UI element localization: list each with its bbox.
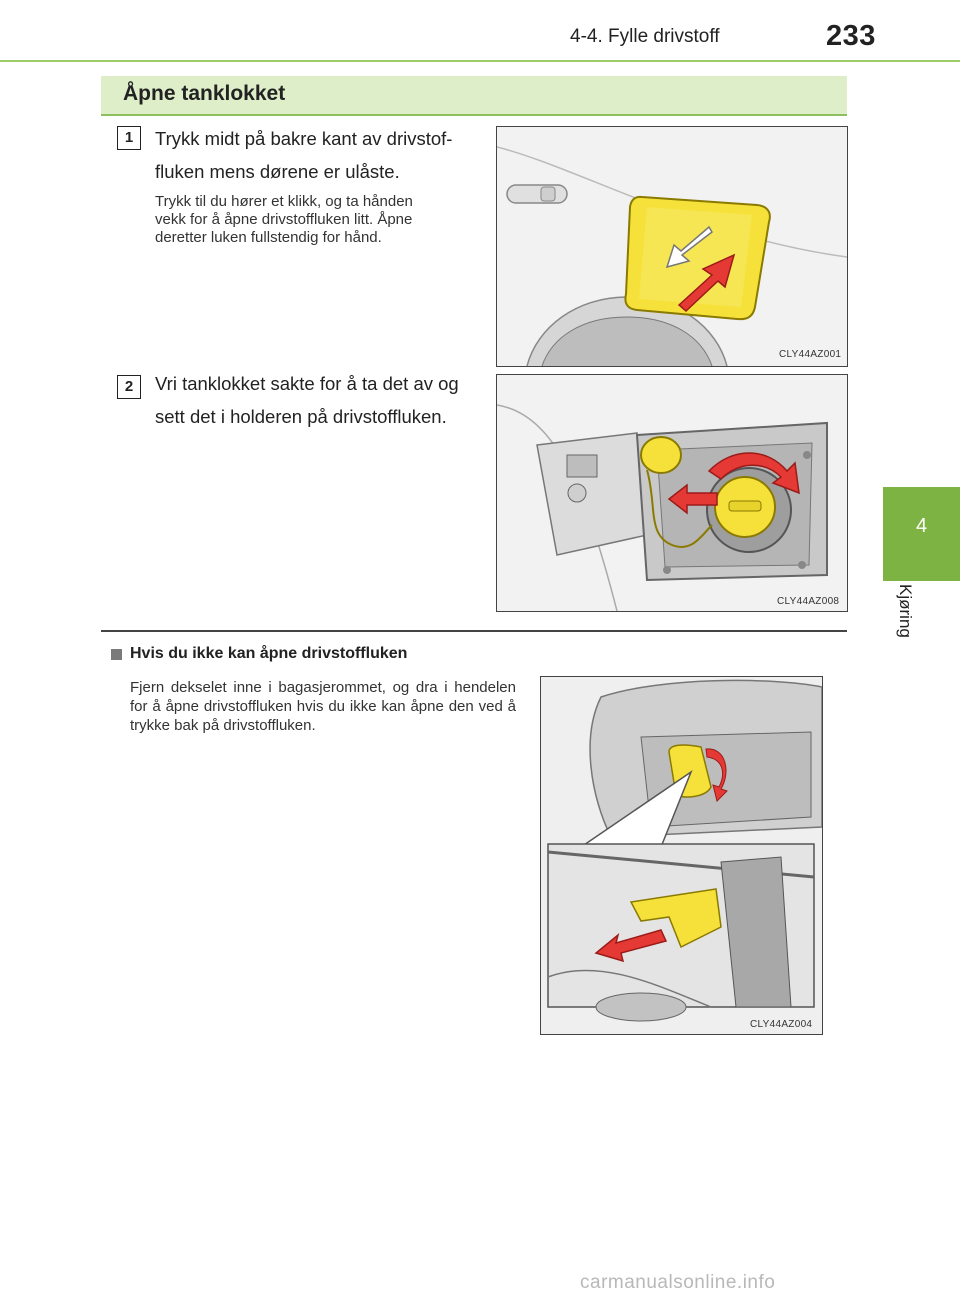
section-title: Åpne tanklokket xyxy=(123,82,286,105)
step-2-text xyxy=(155,369,459,432)
step-2-line-1: Vri tanklokket sakte for å ta det av og xyxy=(155,373,459,394)
footer-watermark[interactable]: carmanualsonline.info xyxy=(580,1272,776,1293)
step-1-line-2: fluken mens dørene er ulåste. xyxy=(155,161,400,182)
figure-fuel-door-press xyxy=(496,126,848,367)
chapter-label: Kjøring xyxy=(896,584,915,638)
running-header-section: 4-4. Fylle drivstoff xyxy=(570,26,720,47)
fuel-cap-holder-illustration xyxy=(497,375,847,611)
figure-1-code: CLY44AZ001 xyxy=(779,349,842,360)
step-1-sub-line-3: deretter luken fullstendig for hånd. xyxy=(155,229,382,246)
step-1-sub-line-2: vekk for å åpne drivstoffluken litt. Åpne xyxy=(155,211,413,228)
bullet-square-icon xyxy=(111,649,122,660)
step-number-1: 1 xyxy=(117,126,141,150)
step-1-text xyxy=(155,124,452,187)
header-rule xyxy=(0,60,960,62)
step-1-sub-line-1: Trykk til du hører et klikk, og ta hånden xyxy=(155,193,413,210)
step-2-line-2: sett det i holderen på drivstoffluken. xyxy=(155,406,447,427)
step-number-2: 2 xyxy=(117,375,141,399)
figure-3-code: CLY44AZ004 xyxy=(750,1019,813,1030)
chapter-number: 4 xyxy=(915,515,928,537)
note-body: Fjern dekselet inne i bagasjerommet, og dra i hendelen for å åpne drivstoffluken hvis du ikke kan åpne den ved å trykke bak på drivstoffluken. xyxy=(130,679,516,734)
figure-2-code: CLY44AZ008 xyxy=(777,596,840,607)
note-heading: Hvis du ikke kan åpne drivstoffluken xyxy=(130,645,408,662)
section-title-bar xyxy=(101,76,847,116)
step-1-subtext xyxy=(155,193,465,247)
trunk-release-lever-illustration xyxy=(541,677,822,1034)
step-1-line-1: Trykk midt på bakre kant av drivstof- xyxy=(155,128,453,149)
fuel-door-press-illustration xyxy=(497,127,847,366)
page-number: 233 xyxy=(826,20,876,52)
section-divider xyxy=(101,630,847,632)
figure-trunk-release-lever xyxy=(540,676,823,1035)
figure-fuel-cap-holder xyxy=(496,374,848,612)
